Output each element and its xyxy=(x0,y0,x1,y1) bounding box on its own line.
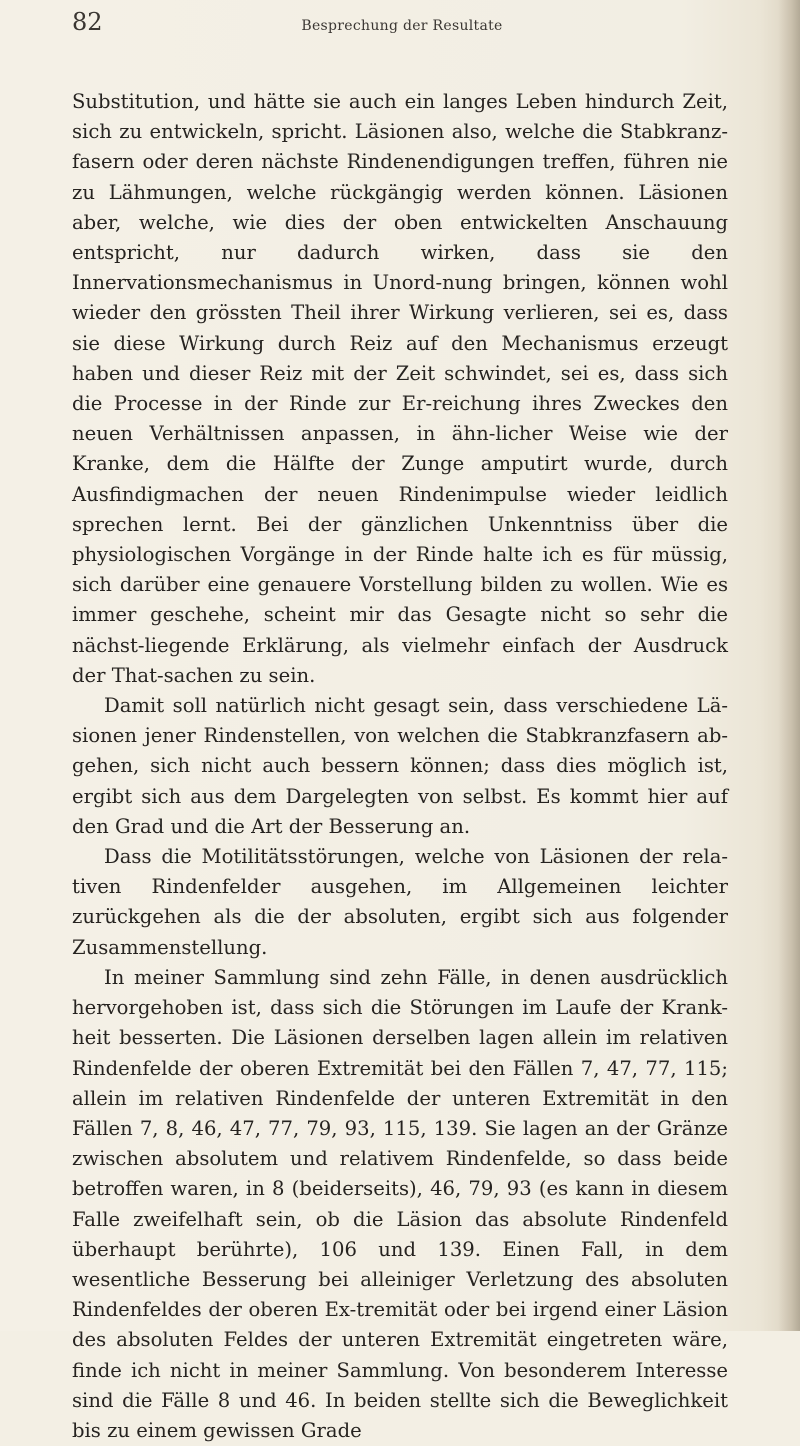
paragraph: Dass die Motilitätsstörungen, welche von Läsionen der rela-tiven Rindenfelder ausgehen, im Allgemeinen leichter zurückgehen als die der absoluten, ergibt sich aus folgender Zusammenstellung. xyxy=(72,845,728,959)
page-edge-shadow xyxy=(778,0,800,1331)
page-header xyxy=(72,8,732,64)
paragraph: Damit soll natürlich nicht gesagt sein, dass verschiedene Lä-sionen jener Rindenstellen, von welchen die Stabkranzfasern ab-gehen, sich nicht auch bessern können; dass dies möglich ist, ergibt sich aus dem Dargelegten von selbst. Es kommt hier auf den Grad und die Art der Besserung an. xyxy=(72,694,728,838)
running-head: Besprechung der Resultate xyxy=(301,18,503,34)
page-number: 82 xyxy=(72,8,103,36)
body-text xyxy=(72,87,728,1446)
paragraph: In meiner Sammlung sind zehn Fälle, in denen ausdrücklich hervorgehoben ist, dass sich die Störungen im Laufe der Krank-heit besserten. Die Läsionen derselben lagen allein im relativen Rindenfelde der oberen Extremität bei den Fällen 7, 47, 77, 115; allein im relativen Rindenfelde der unteren Extremität in den Fällen 7, 8, 46, 47, 77, 79, 93, 115, 139. Sie lagen an der Gränze zwischen absolutem und relativem Rindenfelde, so dass beide betroffen waren, in 8 (beiderseits), 46, 79, 93 (es kann in diesem Falle zweifelhaft sein, ob die Läsion das absolute Rindenfeld überhaupt berührte), 106 und 139. Einen Fall, in dem wesentliche Besserung bei alleiniger Verletzung des absoluten Rindenfeldes der oberen Ex-tremität oder bei irgend einer Läsion des absoluten Feldes der unteren Extremität eingetreten wäre, finde ich nicht in meiner Sammlung. Von besonderem Interesse sind die Fälle 8 und 46. In beiden stellte sich die Beweglichkeit bis zu einem gewissen Grade xyxy=(72,965,728,1442)
paragraph-continued: Substitution, und hätte sie auch ein langes Leben hindurch Zeit, sich zu entwickeln, spricht. Läsionen also, welche die Stabkranz-fasern oder deren nächste Rindenendigungen treffen, führen nie zu Lähmungen, welche rückgängig werden können. Läsionen aber, welche, wie dies der oben entwickelten Anschauung entspricht, nur dadurch wirken, dass sie den Innervationsmechanismus in Unord-nung bringen, können wohl wieder den grössten Theil ihrer Wirkung verlieren, sei es, dass sie diese Wirkung durch Reiz auf den Mechanismus erzeugt haben und dieser Reiz mit der Zeit schwindet, sei es, dass sich die Processe in der Rinde zur Er-reichung ihres Zweckes den neuen Verhältnissen anpassen, in ähn-licher Weise wie der Kranke, dem die Hälfte der Zunge amputirt wurde, durch Ausfindigmachen der neuen Rindenimpulse wieder leidlich sprechen lernt. Bei der gänzlichen Unkenntniss über die physiologischen Vorgänge in der Rinde halte ich es für müssig, sich darüber eine genauere Vorstellung bilden zu wollen. Wie es immer geschehe, scheint mir das Gesagte nicht so sehr die nächst-liegende Erklärung, als vielmehr einfach der Ausdruck der That-sachen zu sein. xyxy=(72,90,728,687)
